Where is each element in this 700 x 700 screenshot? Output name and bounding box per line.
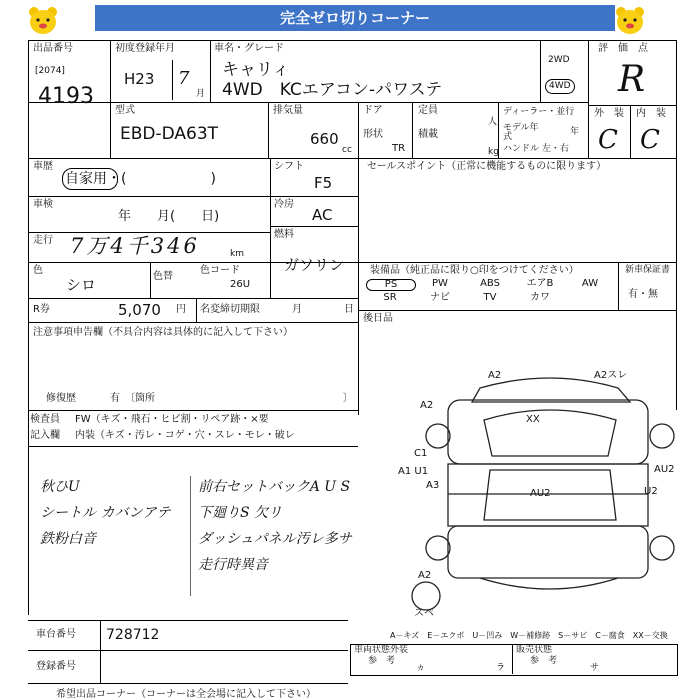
mileage-unit: km <box>230 249 244 259</box>
handle-label: ハンドル 左・右 <box>503 144 569 154</box>
shape-label: 形状 <box>363 129 383 140</box>
shift-label: シフト <box>274 161 304 172</box>
load-label: 積載 <box>418 129 438 140</box>
recycle-label: R券 <box>33 304 50 315</box>
equipment-item: ナビ <box>430 292 450 303</box>
color-label: 色 <box>33 265 43 276</box>
model-label: 型式 <box>115 105 135 116</box>
mileage-value: 7万4千346 <box>70 234 200 258</box>
door-label: ドア <box>363 105 383 116</box>
damage-label: C1 <box>414 448 428 459</box>
grade-value: R <box>618 59 646 100</box>
registration-era: H23 <box>124 70 155 88</box>
dealer-label: ディーラー・並行 <box>503 107 575 117</box>
equipment-item: ABS <box>480 278 500 289</box>
lot-number: 4193 <box>38 84 94 109</box>
name-change-month: 月 <box>292 304 302 315</box>
inspector-row-fw: FW（キズ・飛石・ヒビ割・リペア跡・×要 <box>75 414 269 425</box>
equipment-item: AW <box>581 278 599 289</box>
model-value: EBD-DA63T <box>120 124 219 144</box>
inspection-value: 年 月( 日) <box>118 209 220 224</box>
repair-history-label: 修復歴 <box>46 393 76 404</box>
damage-label: A2 <box>420 400 434 411</box>
damage-label: AU2 <box>654 464 675 475</box>
equipment-item: TV <box>483 292 497 303</box>
equipment-item: カワ <box>530 292 550 303</box>
sales-state-label: 販売状態 <box>516 645 553 655</box>
recycle-unit: 円 <box>176 304 186 315</box>
capacity-unit: 人 <box>488 117 498 127</box>
damage-label: A2 <box>488 370 502 381</box>
handwritten-note: シートル カバンアテ <box>40 505 171 521</box>
color-code-value: 26U <box>230 279 251 290</box>
shift-value: F5 <box>314 174 333 192</box>
handwritten-note: 前右セットバックA U S <box>198 479 351 495</box>
ac-value: AC <box>312 206 333 224</box>
equipment-item: エアB <box>526 278 554 289</box>
equipment-item: SR <box>383 292 397 303</box>
damage-label: XX <box>526 414 540 425</box>
color-value: シロ <box>66 276 97 294</box>
handwritten-note: 鉄粉白音 <box>40 531 96 547</box>
car-damage-diagram <box>380 360 680 620</box>
sales-point-title: セールスポイント（正常に機能するものに限ります） <box>367 161 607 172</box>
request-corner-label: 希望出品コーナー（コーナーは全会場に記入して下さい） <box>56 689 316 700</box>
interior-grade: C <box>640 125 660 155</box>
mark-ra: ラ <box>496 663 506 673</box>
equipment-item: PS <box>366 279 416 291</box>
chassis-number-label: 車台番号 <box>36 629 76 640</box>
mark-ka: ヵ <box>416 663 426 673</box>
fuel-label: 燃料 <box>274 229 294 240</box>
damage-label: AU2 <box>530 488 551 499</box>
new-car-warranty-label: 新車保証書 <box>625 265 671 275</box>
inspection-label: 車検 <box>33 199 53 210</box>
repair-history-value: 有 〔箇所 <box>110 393 155 404</box>
history-label: 車歴 <box>33 161 53 172</box>
repair-close: 〕 <box>343 393 353 404</box>
exterior-grade: C <box>598 125 618 155</box>
chassis-number-value: 728712 <box>106 627 160 643</box>
car-name-label: 車名・グレード <box>214 43 284 54</box>
damage-label: U2 <box>644 486 658 497</box>
color-code-label: 色コード <box>200 265 240 276</box>
car-name: キャリィ <box>222 60 290 80</box>
page-banner: 完全ゼロ切りコーナー <box>95 5 615 31</box>
record-label: 記入欄 <box>30 430 60 441</box>
damage-label: A2 <box>418 570 432 581</box>
capacity-label: 定員 <box>418 105 438 116</box>
handwritten-note: 下廻りS 欠リ <box>198 505 283 521</box>
vehicle-state-label: 車両状態外装 <box>354 645 409 655</box>
model-year-label: モデル年式 <box>503 123 539 142</box>
year-unit: 年 <box>570 127 580 137</box>
inspector-label: 検査員 <box>30 414 60 425</box>
exterior-label: 外 装 <box>594 108 624 119</box>
recycle-value: 5,070 <box>118 301 161 319</box>
inspector-row-interior: 内装（キズ・汚レ・コゲ・穴・スレ・モレ・破レ <box>75 430 295 441</box>
damage-legend: A－キズ E－エクボ U－凹み W－補修跡 S－サビ C－腐食 XX－交換 <box>390 631 668 640</box>
lot-sub-number: [2074] <box>35 66 65 76</box>
name-change-label: 名変締切期限 <box>200 304 260 315</box>
new-car-warranty-value: 有・無 <box>628 289 658 300</box>
bear-mascot-icon <box>612 5 648 35</box>
damage-label: A1 U1 <box>398 466 429 477</box>
name-change-day: 日 <box>344 304 354 315</box>
registration-number-label: 登録番号 <box>36 661 76 672</box>
fuel-value: ガソリン <box>284 256 345 274</box>
history-value: 自家用・( ) <box>65 171 216 187</box>
car-grade: 4WD KCエアコン-パワステ <box>222 80 443 100</box>
equipment-item: PW <box>432 278 448 289</box>
grade-label: 評 価 点 <box>598 43 648 54</box>
drive-2wd: 2WD <box>548 55 570 65</box>
mileage-label: 走行 <box>33 235 53 246</box>
lot-number-label: 出品番号 <box>33 43 73 54</box>
damage-label: A3 <box>426 480 440 491</box>
displacement-unit: cc <box>342 145 352 155</box>
month-unit: 月 <box>196 89 206 99</box>
vehicle-state-sub: 参 考 <box>368 656 396 666</box>
load-unit: kg <box>488 147 499 157</box>
bear-mascot-icon <box>25 5 61 35</box>
mark-sa: サ <box>590 663 600 673</box>
rear-items-label: 後日品 <box>363 313 393 324</box>
color-change-label: 色替 <box>153 271 173 282</box>
displacement-value: 660 <box>310 130 339 148</box>
circled-private-use <box>62 168 118 190</box>
handwritten-note: 秋ひU <box>40 479 80 495</box>
shape-value: TR <box>392 143 406 154</box>
registration-month: 7 <box>178 68 190 89</box>
handwritten-note: ダッシュパネル汚レ多サ <box>198 531 352 547</box>
interior-label: 内 装 <box>636 108 666 119</box>
damage-label: スペ <box>414 608 434 619</box>
damage-label: A2スレ <box>594 370 628 381</box>
sales-state-sub: 参 考 <box>530 656 558 666</box>
drive-4wd-circled: 4WD <box>545 79 575 94</box>
notes-label: 注意事項申告欄（不具合内容は具体的に記入して下さい） <box>33 327 293 338</box>
ac-label: 冷房 <box>274 199 294 210</box>
equipment-title: 装備品（純正品に限り○印をつけてください） <box>370 265 579 276</box>
handwritten-note: 走行時異音 <box>198 557 268 573</box>
first-registration-label: 初度登録年月 <box>115 43 175 54</box>
displacement-label: 排気量 <box>273 105 303 116</box>
